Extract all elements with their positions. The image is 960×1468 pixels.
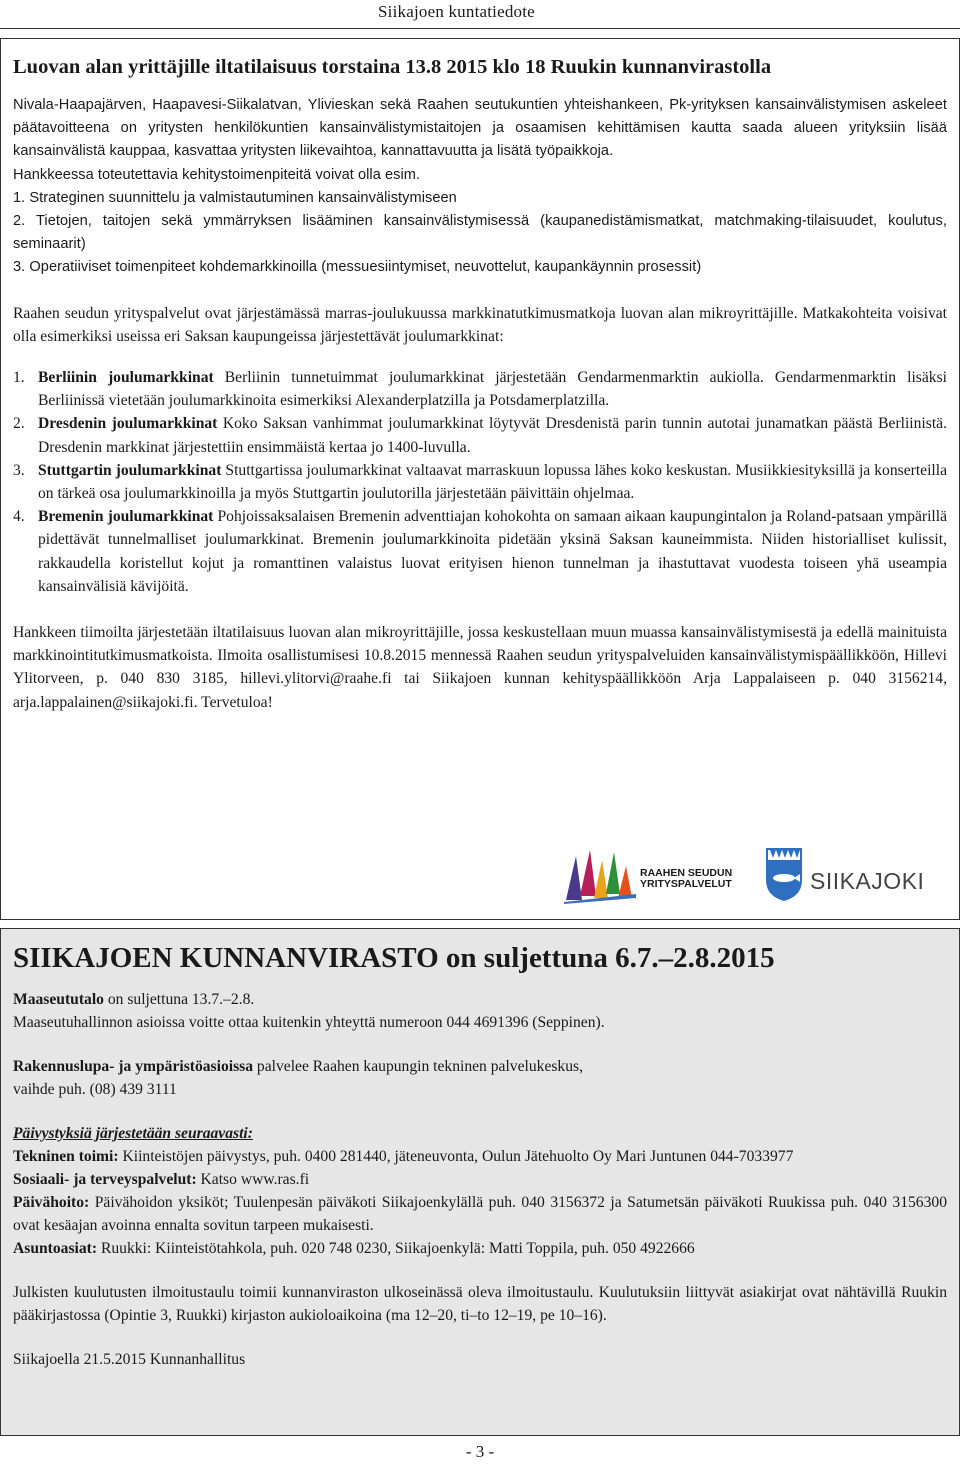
siikajoki-logo — [764, 846, 934, 906]
article-title: Luovan alan yrittäjille iltatilaisuus torstaina 13.8 2015 klo 18 Ruukin kunnanvirastolla — [13, 56, 772, 78]
article — [13, 54, 947, 714]
market-name: Dresdenin joulumarkkinat — [38, 415, 218, 433]
market-name: Bremenin joulumarkkinat — [38, 508, 214, 526]
coat-of-arms-icon — [764, 846, 804, 902]
list-item: 3. Stuttgartin joulumarkkinat Stuttgartissa joulumarkkinat valtaavat marraskuun lopussa lähes koko keskustan. Musiikkiesityksillä ja konserteilla on tärkeä osa joulumarkkinoilla ja myös Stuttgartin joulutorilla järjestetään päivittäin ohjelmaa. — [13, 461, 947, 503]
maaseutu-paragraph: Maaseututalo on suljettuna 13.7.–2.8. Maaseutuhallinnon asioissa voitte ottaa kuitenkin yhteyttä numeroon 044 4691396 (Seppinen). — [13, 991, 605, 1031]
sosiaali-line: Sosiaali- ja terveyspalvelut: Katso www.ras.fi — [13, 1171, 310, 1188]
raahe-logo-text: RAAHEN SEUDUN YRITYSPALVELUT — [640, 867, 733, 890]
measures-intro: Hankkeessa toteutettavia kehitystoimenpiteitä voivat olla esim. — [13, 166, 421, 183]
measure-item: 2. Tietojen, taitojen sekä ymmärryksen lisääminen kansainvälistymisessä (kaupanedistämismatkat, matchmaking-tilaisuudet, koulutus, seminaarit) — [13, 213, 947, 253]
rakennus-paragraph: Rakennuslupa- ja ympäristöasioissa palvelee Raahen kaupungin tekninen palvelukeskus, vaihde puh. (08) 439 3111 — [13, 1058, 583, 1098]
paivystys-heading: Päivystyksiä järjestetään seuraavasti: — [13, 1125, 253, 1142]
page-header — [0, 0, 960, 30]
market-list — [13, 366, 947, 598]
list-item: 4. Bremenin joulumarkkinat Pohjoissaksalaisen Bremenin adventtiajan kohokohta on samaan aikaan kaupungintalon ja Roland-patsaan ympärillä pidettävät tunnelmalliset joulumarkkinat. Bremenin joulumarkkinoita pidetään yksinä Saksan kauneimmista. Niiden historialliset kulissit, rakkaudella koristellut kojut ja romanttinen valaistus luovat erityisen hienon tunnelman ja ihastuttavat vuodesta toiseen yhä useampia kansainvälisiä kävijöitä. — [13, 508, 947, 595]
page-number: - 3 - — [465, 1442, 495, 1461]
sponsor-logos — [562, 846, 942, 906]
market-name: Berliinin joulumarkkinat — [38, 369, 214, 387]
siikajoki-logo-text: SIIKAJOKI — [810, 868, 925, 894]
raahe-logo — [562, 846, 742, 906]
paivahoito-line: Päivähoito: Päivähoidon yksiköt; Tuulenpesän päiväkoti Siikajoenkylällä puh. 040 3156372 ja Satumetsän päiväkoti Ruukissa puh. 040 3156300 ovat kesäajan avoinna ennalta sovitun tarpeen mukaisesti. — [13, 1194, 947, 1234]
notice-title: SIIKAJOEN KUNNANVIRASTO on suljettuna 6.7.–2.8.2015 — [13, 942, 775, 974]
market-name: Stuttgartin joulumarkkinat — [38, 461, 222, 479]
tekninen-line: Tekninen toimi: Kiinteistöjen päivystys, puh. 0400 281440, jäteneuvonta, Oulun Jätehuolto Oy Mari Juntunen 044-7033977 — [13, 1148, 794, 1165]
signature: Siikajoella 21.5.2015 Kunnanhallitus — [13, 1351, 246, 1368]
publication-title: Siikajoen kuntatiedote — [378, 2, 535, 21]
measure-item: 3. Operatiiviset toimenpiteet kohdemarkkinoilla (messuesiintymiset, neuvottelut, kaupankäynnin prosessit) — [13, 259, 702, 276]
asunto-line: Asuntoasiat: Ruukki: Kiinteistötahkola, puh. 020 748 0230, Siikajoenkylä: Matti Toppila, puh. 050 4922666 — [13, 1240, 695, 1257]
julkiset-paragraph: Julkisten kuulutusten ilmoitustaulu toimii kunnanviraston ulkoseinässä oleva ilmoitustaulu. Kuulutuksiin liittyvät asiakirjat ovat nähtävillä Ruukin pääkirjastossa (Opintie 3, Ruukki) kirjaston aukioloaikoina (ma 12–20, ti–to 12–19, pe 10–16). — [13, 1284, 947, 1324]
list-item: 1. Berliinin joulumarkkinat Berliinin tunnetuimmat joulumarkkinat järjestetään Gendarmenmarktin aukiolla. Gendarmenmarktin lisäksi Berliinissä vietetään joulumarkkinoita esimerkiksi Alexanderplatzilla ja Potsdamerplatzilla. — [13, 369, 947, 410]
article-intro: Nivala-Haapajärven, Haapavesi-Siikalatvan, Ylivieskan sekä Raahen seutukuntien yhteishankeen, Pk-yrityksen kansainvälistymisen askeleet päätavoitteena on yritysten henkilökuntien kansainvälistymistaitojen ja osaamisen kehittämisen kautta saada alueen yrityksiin lisää kansainvälistä kauppaa, kasvattaa yritysten liikevaihtoa, kannattavuutta ja lisätä työpaikkoja. — [13, 97, 947, 160]
closure-notice — [13, 940, 947, 1371]
list-item: 2. Dresdenin joulumarkkinat Koko Saksan vanhimmat joulumarkkinat löytyvät Dresdenistä parin tunnin autotai junamatkan päästä Berliinistä. Dresdenin markkinat järjestettiin ensimmäistä kertaa jo 1400-luvulla. — [13, 415, 947, 456]
measure-item: 1. Strateginen suunnittelu ja valmistautuminen kansainvälistymiseen — [13, 189, 457, 206]
trip-text: Raahen seudun yrityspalvelut ovat järjestämässä marras-joulukuussa markkinatutkimusmatkoja luovan alan mikroyrittäjille. Matkakohteita voisivat olla esimerkiksi useissa eri Saksan kaupungeissa järjestettävät joulumarkkinat: — [13, 304, 947, 345]
header-rule — [0, 28, 960, 29]
closing-text: Hankkeen tiimoilta järjestetään iltatilaisuus luovan alan mikroyrittäjille, jossa keskustellaan muun muassa kansainvälistymisestä ja edellä mainituista markkinointitutkimusmatkoista. Ilmoita osallistumisesi 10.8.2015 mennessä Raahen seudun yrityspalveluiden kansainvälistymispäällikköön, Hillevi Ylitorveen, p. 040 830 3185, hillevi.ylitorvi@raahe.fi tai Siikajoen kunnan kehityspäällikköön Arja Lappalaiseen p. 040 3156214, arja.lappalainen@siikajoki.fi. Tervetuloa! — [13, 624, 947, 711]
sails-icon — [562, 846, 638, 904]
